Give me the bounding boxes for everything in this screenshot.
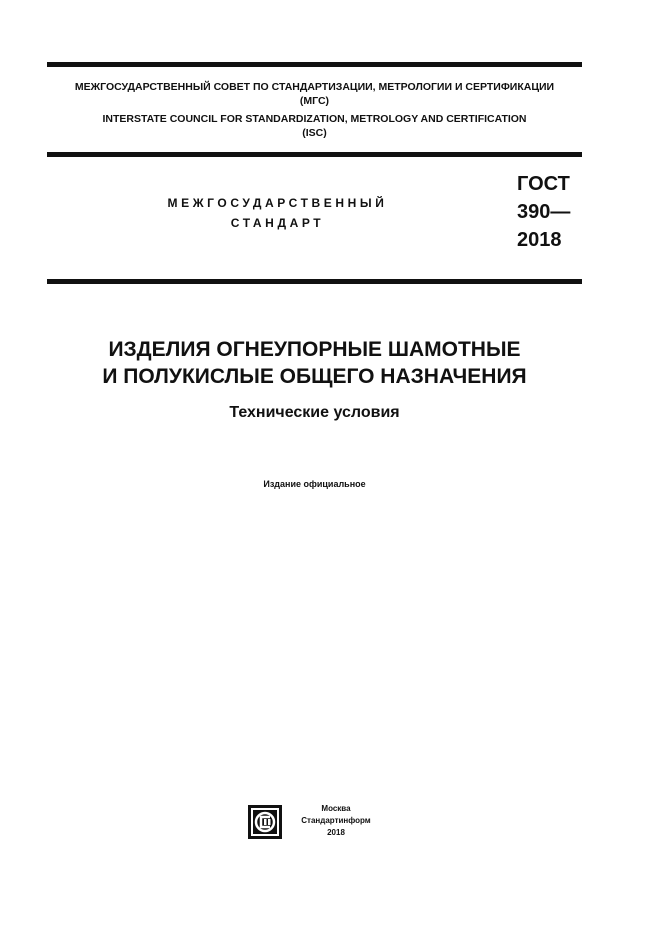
document-title-line2: И ПОЛУКИСЛЫЕ ОБЩЕГО НАЗНАЧЕНИЯ: [102, 365, 527, 388]
council-name-ru-text: МЕЖГОСУДАРСТВЕННЫЙ СОВЕТ ПО СТАНДАРТИЗАЦИИ, МЕТРОЛОГИИ И СЕРТИФИКАЦИИ: [74, 81, 555, 93]
publisher-city: Москва: [321, 804, 351, 813]
council-abbr-en: (ISC): [302, 127, 327, 139]
document-subtitle: Технические условия: [229, 404, 400, 421]
top-divider: [47, 62, 582, 67]
gost-designation: [517, 170, 570, 254]
gost-number: 390—: [517, 201, 571, 223]
publisher-block: [248, 803, 408, 843]
gost-label: ГОСТ: [517, 173, 570, 195]
document-title: [47, 336, 582, 390]
council-name-en: [47, 112, 582, 140]
document-title-line1: ИЗДЕЛИЯ ОГНЕУПОРНЫЕ ШАМОТНЫЕ: [108, 338, 521, 361]
edition-note: Издание официальное: [263, 479, 366, 489]
council-name-en-text: INTERSTATE COUNCIL FOR STANDARDIZATION, METROLOGY AND CERTIFICATION: [102, 113, 527, 125]
standard-type-line2: СТАНДАРТ: [230, 216, 325, 230]
publisher-year: 2018: [327, 828, 345, 837]
bottom-divider: [47, 279, 582, 284]
publisher-text: [296, 803, 376, 839]
middle-divider: [47, 152, 582, 157]
council-abbr-ru: (МГС): [299, 95, 330, 107]
publisher-name: Стандартинформ: [301, 816, 371, 825]
standard-type: [150, 193, 405, 233]
standartinform-logo-icon: [248, 805, 282, 839]
standard-type-line1: МЕЖГОСУДАРСТВЕННЫЙ: [167, 196, 388, 210]
council-name-ru: [47, 80, 582, 108]
gost-year: 2018: [517, 229, 562, 251]
